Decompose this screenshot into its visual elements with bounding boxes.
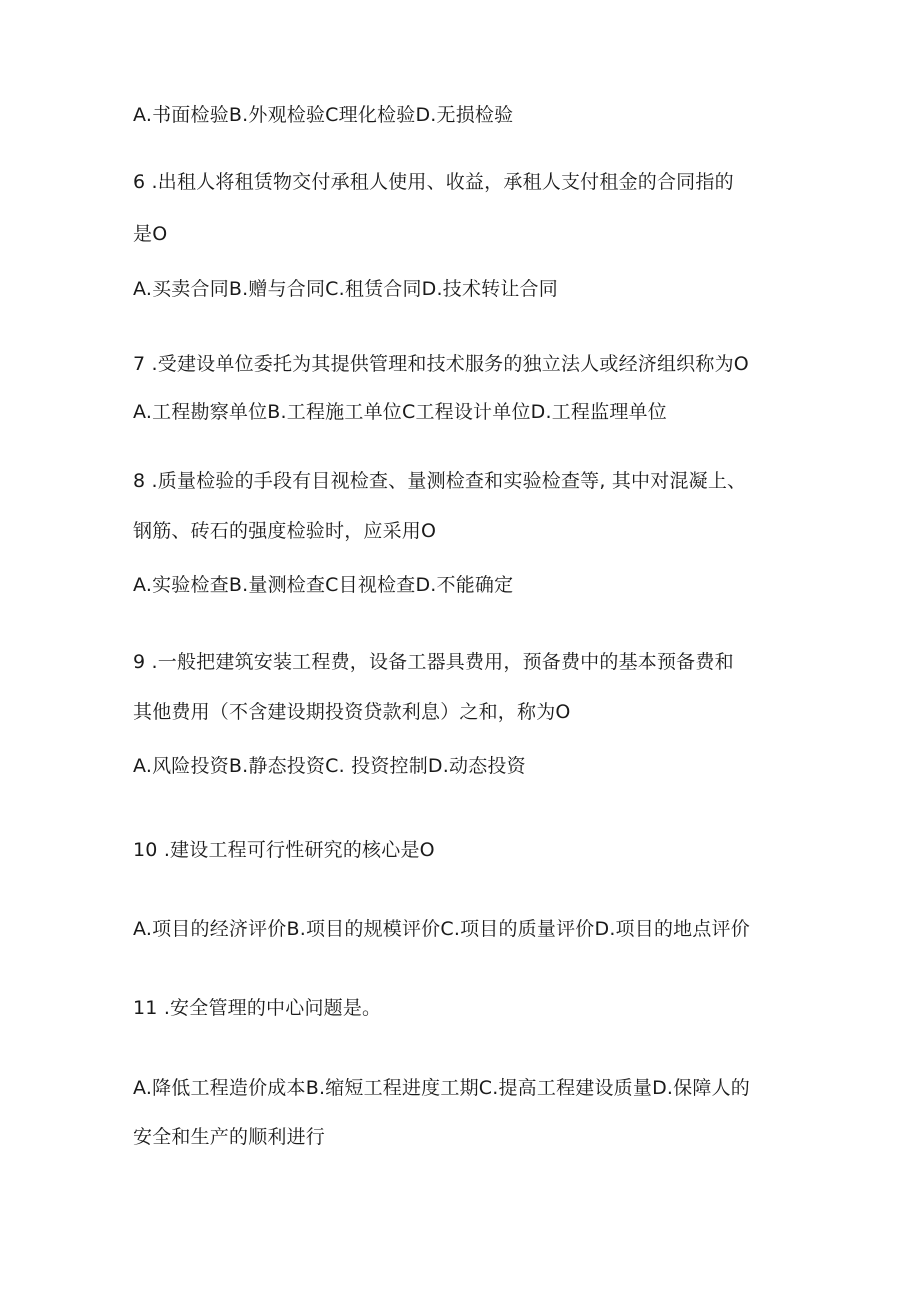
q8-stem-line2: 钢筋、砖石的强度检验时，应采用O xyxy=(133,520,437,542)
q6-stem-line2: 是O xyxy=(133,223,168,245)
q10-stem: 10 .建设工程可行性研究的核心是O xyxy=(133,839,435,861)
q9-stem-line2: 其他费用（不含建设期投资贷款利息）之和，称为O xyxy=(133,701,571,723)
q8-options: A.实验检查B.量测检查C目视检查D.不能确定 xyxy=(133,574,514,596)
q10-options: A.项目的经济评价B.项目的规模评价C.项目的质量评价D.项目的地点评价 xyxy=(133,918,750,940)
q6-options: A.买卖合同B.赠与合同C.租赁合同D.技术转让合同 xyxy=(133,278,558,300)
q5-options: A.书面检验B.外观检验C理化检验D.无损检验 xyxy=(133,104,514,126)
q11-options-line2: 安全和生产的顺利进行 xyxy=(133,1126,326,1148)
q9-options: A.风险投资B.静态投资C. 投资控制D.动态投资 xyxy=(133,755,526,777)
q11-options-line1: A.降低工程造价成本B.缩短工程进度工期C.提高工程建设质量D.保障人的 xyxy=(133,1077,750,1099)
q7-stem: 7 .受建设单位委托为其提供管理和技术服务的独立法人或经济组织称为O xyxy=(133,353,749,375)
q8-stem-line1: 8 .质量检验的手段有目视检查、量测检查和实验检查等, 其中对混凝上、 xyxy=(133,470,747,492)
q11-stem: 11 .安全管理的中心问题是。 xyxy=(133,997,382,1019)
q7-options: A.工程勘察单位B.工程施工单位C工程设计单位D.工程监理单位 xyxy=(133,401,667,423)
q9-stem-line1: 9 .一般把建筑安装工程费，设备工器具费用，预备费中的基本预备费和 xyxy=(133,651,734,673)
q6-stem-line1: 6 .出租人将租赁物交付承租人使用、收益，承租人支付租金的合同指的 xyxy=(133,171,734,193)
